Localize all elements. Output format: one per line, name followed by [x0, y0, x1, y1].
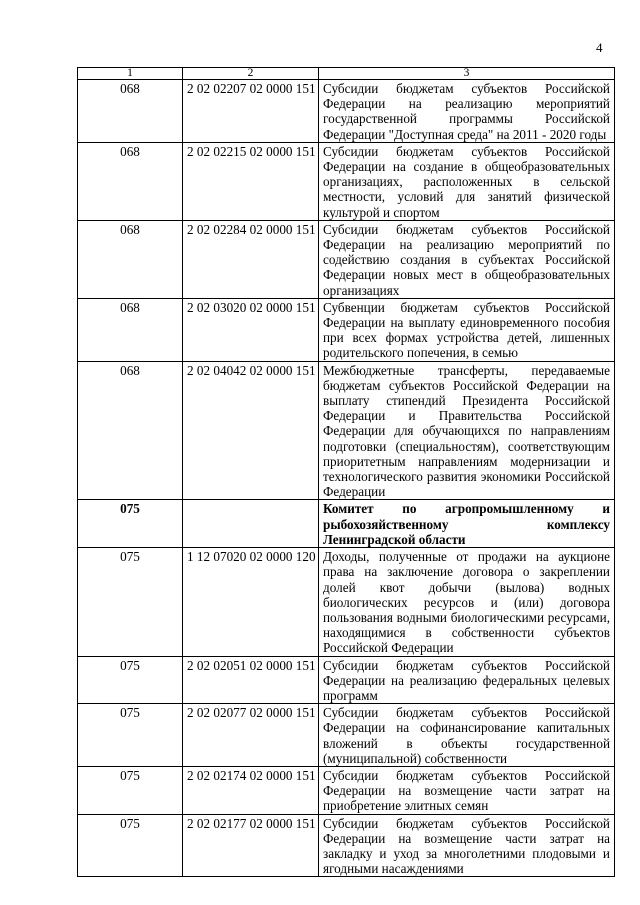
revenue-code-cell: 2 02 02177 02 0000 151	[183, 814, 319, 877]
revenue-code-cell: 1 12 07020 02 0000 120	[183, 548, 319, 656]
table-row	[78, 142, 615, 220]
revenue-code-cell: 2 02 02174 02 0000 151	[183, 766, 319, 814]
revenue-description-cell: Комитет по агропромышленному и рыбохозяйственному комплексу Ленинградской области	[319, 500, 615, 548]
revenue-description-cell: Субсидии бюджетам субъектов Российской Федерации на софинансирование капитальных вложений в объекты государственной (муниципальной) собственности	[319, 704, 615, 767]
revenue-description-cell: Субсидии бюджетам субъектов Российской Федерации на реализацию мероприятий государственной программы Российской Федерации "Доступная среда" на 2011 - 2020 годы	[319, 80, 615, 143]
revenue-code-cell: 2 02 02215 02 0000 151	[183, 142, 319, 220]
header-col-3: 3	[319, 68, 615, 80]
revenue-code-cell: 2 02 02284 02 0000 151	[183, 220, 319, 298]
admin-code-cell: 075	[78, 814, 183, 877]
table-row	[78, 80, 615, 143]
admin-code-cell: 068	[78, 361, 183, 500]
revenue-description-cell: Субсидии бюджетам субъектов Российской Федерации на реализацию федеральных целевых программ	[319, 656, 615, 704]
revenue-code-cell: 2 02 02207 02 0000 151	[183, 80, 319, 143]
admin-code-cell: 075	[78, 548, 183, 656]
revenue-code-cell: 2 02 04042 02 0000 151	[183, 361, 319, 500]
admin-code-cell: 068	[78, 298, 183, 361]
revenue-code-cell: 2 02 02077 02 0000 151	[183, 704, 319, 767]
header-col-1: 1	[78, 68, 183, 80]
table-row	[78, 220, 615, 298]
admin-code-cell: 068	[78, 220, 183, 298]
admin-code-cell: 068	[78, 80, 183, 143]
admin-code-cell: 068	[78, 142, 183, 220]
page-number: 4	[596, 40, 603, 55]
table-row	[78, 500, 615, 548]
revenue-description-cell: Субвенции бюджетам субъектов Российской Федерации на выплату единовременного пособия при всех формах устройства детей, лишенных родительского попечения, в семью	[319, 298, 615, 361]
table-row	[78, 814, 615, 877]
admin-code-cell: 075	[78, 656, 183, 704]
revenue-description-cell: Субсидии бюджетам субъектов Российской Федерации на возмещение части затрат на закладку и уход за многолетними плодовыми и ягодными насаждениями	[319, 814, 615, 877]
admin-code-cell: 075	[78, 766, 183, 814]
revenue-description-cell: Субсидии бюджетам субъектов Российской Федерации на реализацию мероприятий по содействию создания в субъектах Российской Федерации новых мест в общеобразовательных организациях	[319, 220, 615, 298]
table-row	[78, 704, 615, 767]
admin-code-cell: 075	[78, 500, 183, 548]
table-row	[78, 656, 615, 704]
table-row	[78, 361, 615, 500]
header-col-2: 2	[183, 68, 319, 80]
table-row	[78, 548, 615, 656]
revenue-description-cell: Субсидии бюджетам субъектов Российской Федерации на создание в общеобразовательных организациях, расположенных в сельской местности, условий для занятий физической культурой и спортом	[319, 142, 615, 220]
revenue-description-cell: Доходы, полученные от продажи на аукционе права на заключение договора о закреплении долей квот добычи (вылова) водных биологических ресурсов и (или) договора пользования водными биологическими ресурсами, находящимися в собственности субъектов Российской Федерации	[319, 548, 615, 656]
revenue-codes-table	[77, 67, 615, 877]
table-header-row	[78, 68, 615, 80]
revenue-code-cell	[183, 500, 319, 548]
revenue-code-cell: 2 02 03020 02 0000 151	[183, 298, 319, 361]
revenue-code-cell: 2 02 02051 02 0000 151	[183, 656, 319, 704]
table-row	[78, 766, 615, 814]
revenue-description-cell: Межбюджетные трансферты, передаваемые бюджетам субъектов Российской Федерации на выплату стипендий Президента Российской Федерации и Правительства Российской Федерации для обучающихся по направлениям подготовки (специальностям), соответствующим приоритетным направлениям модернизации и технологического развития экономики Российской Федерации	[319, 361, 615, 500]
table-row	[78, 298, 615, 361]
revenue-description-cell: Субсидии бюджетам субъектов Российской Федерации на возмещение части затрат на приобретение элитных семян	[319, 766, 615, 814]
admin-code-cell: 075	[78, 704, 183, 767]
